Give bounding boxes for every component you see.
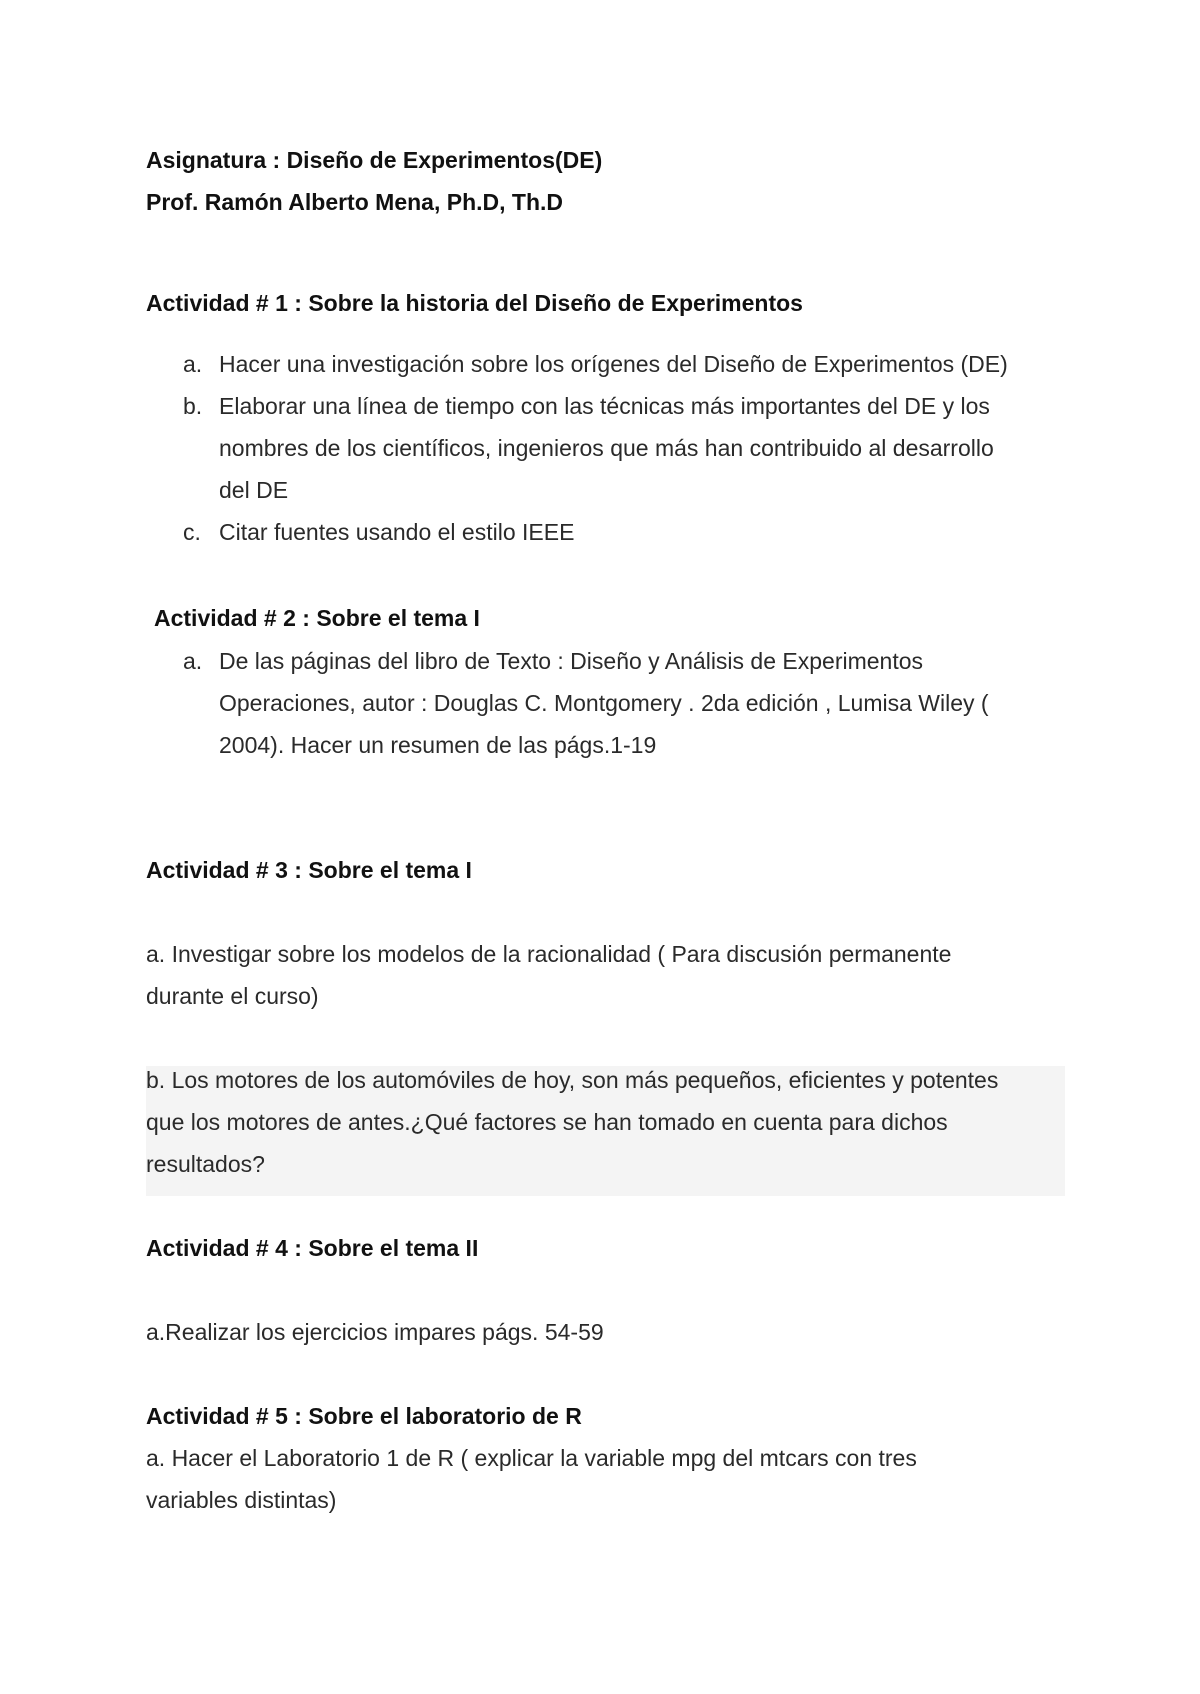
activity-5-item-a-line-2: variables distintas) <box>146 1487 337 1513</box>
activity-1-item-a-marker: a. <box>183 351 203 377</box>
activity-3-title: Actividad # 3 : Sobre el tema I <box>146 857 472 883</box>
activity-1-title: Actividad # 1 : Sobre la historia del Diseño de Experimentos <box>146 290 803 316</box>
activity-1-item-b-marker: b. <box>183 393 203 419</box>
activity-1-item-c-line-1: Citar fuentes usando el estilo IEEE <box>219 519 575 545</box>
activity-4-item-a: a.Realizar los ejercicios impares págs. 54-59 <box>146 1319 604 1345</box>
activity-3-item-b-line-1: b. Los motores de los automóviles de hoy, son más pequeños, eficientes y potentes <box>146 1067 999 1093</box>
activity-2-item-a-line-1: De las páginas del libro de Texto : Diseño y Análisis de Experimentos <box>219 648 924 674</box>
subject-heading: Asignatura : Diseño de Experimentos(DE) <box>146 147 603 173</box>
activity-3-item-a-line-2: durante el curso) <box>146 983 319 1009</box>
activity-1-item-b-line-3: del DE <box>219 477 289 503</box>
activity-1-item-b-line-2: nombres de los científicos, ingenieros que más han contribuido al desarrollo <box>219 435 994 461</box>
activity-5-title: Actividad # 5 : Sobre el laboratorio de R <box>146 1403 582 1429</box>
activity-1-item-c-marker: c. <box>183 519 201 545</box>
activity-3-item-a-line-1: a. Investigar sobre los modelos de la racionalidad ( Para discusión permanente <box>146 941 952 967</box>
activity-3-item-b-line-2: que los motores de antes.¿Qué factores se han tomado en cuenta para dichos <box>146 1109 948 1135</box>
activity-2-item-a-line-3: 2004). Hacer un resumen de las págs.1-19 <box>219 732 657 758</box>
professor-heading: Prof. Ramón Alberto Mena, Ph.D, Th.D <box>146 189 563 215</box>
activity-2-item-a-line-2: Operaciones, autor : Douglas C. Montgomery . 2da edición , Lumisa Wiley ( <box>219 690 989 716</box>
activity-1-item-a-line-1: Hacer una investigación sobre los orígenes del Diseño de Experimentos (DE) <box>219 351 1008 377</box>
activity-4-title: Actividad # 4 : Sobre el tema II <box>146 1235 479 1261</box>
activity-2-title: Actividad # 2 : Sobre el tema I <box>154 605 480 631</box>
activity-2-item-a-marker: a. <box>183 648 203 674</box>
activity-5-item-a-line-1: a. Hacer el Laboratorio 1 de R ( explicar la variable mpg del mtcars con tres <box>146 1445 917 1471</box>
activity-3-item-b-line-3: resultados? <box>146 1151 265 1177</box>
activity-1-item-b-line-1: Elaborar una línea de tiempo con las técnicas más importantes del DE y los <box>219 393 990 419</box>
